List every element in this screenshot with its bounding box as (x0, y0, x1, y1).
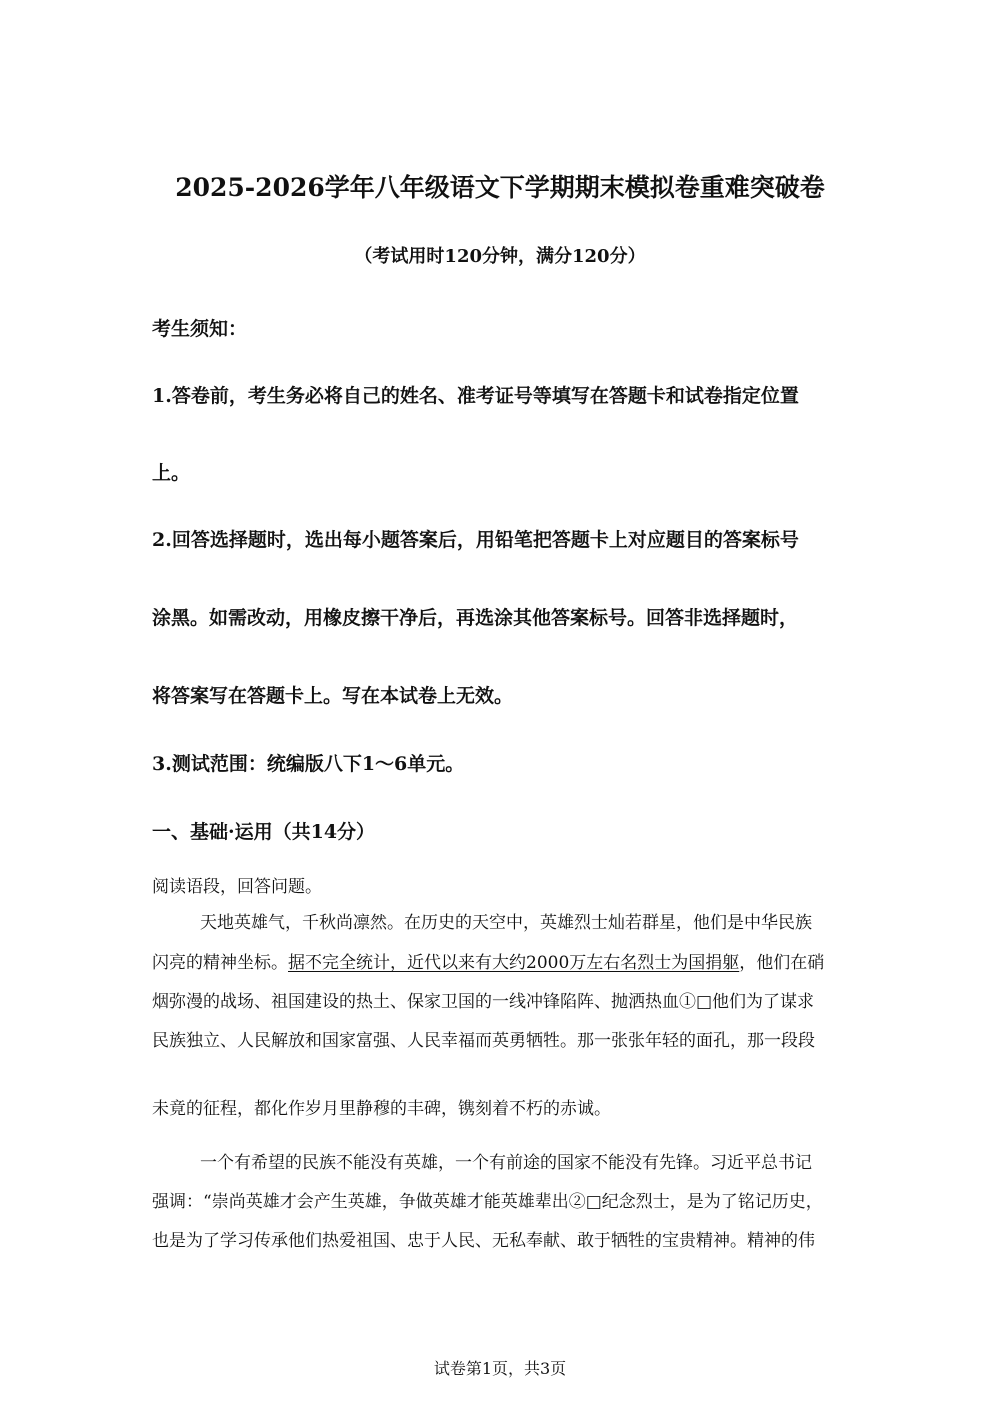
page-footer: 试卷第1页，共3页 (433, 1359, 567, 1378)
paragraph-1-line-2 (152, 948, 857, 973)
paragraph-1-line-4: 民族独立、人民解放和国家富强、人民幸福而英勇牺牲。那一张张年轻的面孔，那一段段 (152, 1031, 815, 1051)
paragraph-2-line-3: 也是为了学习传承他们热爱祖国、忠于人民、无私奉献、敢于牺牲的宝贵精神。精神的伟 (152, 1231, 815, 1251)
page-title: 2025-2026学年八年级语文下学期期末模拟卷重难突破卷 (175, 173, 825, 202)
notice-item-2-line-3: 将答案写在答题卡上。写在本试卷上无效。 (152, 685, 514, 707)
paragraph-1-line-2-start: 闪亮的精神坐标。 (152, 953, 288, 973)
section-instruction: 阅读语段，回答问题。 (152, 877, 322, 897)
notice-item-1-line-1: 1.答卷前，考生务必将自己的姓名、准考证号等填写在答题卡和试卷指定位置 (152, 385, 799, 407)
notice-item-2-line-1: 2.回答选择题时，选出每小题答案后，用铅笔把答题卡上对应题目的答案标号 (152, 529, 799, 551)
notice-heading: 考生须知： (152, 318, 248, 340)
paragraph-1-line-1: 天地英雄气，千秋尚凛然。在历史的天空中，英雄烈士灿若群星，他们是中华民族 (200, 913, 812, 933)
paragraph-2-line-1: 一个有希望的民族不能没有英雄，一个有前途的国家不能没有先锋。习近平总书记 (200, 1153, 812, 1173)
notice-item-1-line-2: 上。 (152, 462, 191, 484)
notice-item-2-line-2: 涂黑。如需改动，用橡皮擦干净后，再选涂其他答案标号。回答非选择题时， (152, 607, 799, 629)
paragraph-1-line-3: 烟弥漫的战场、祖国建设的热土、保家卫国的一线冲锋陷阵、抛洒热血①□他们为了谋求 (152, 992, 815, 1012)
notice-item-3: 3.测试范围：统编版八下1～6单元。 (152, 753, 465, 775)
paragraph-2-line-2: 强调：“崇尚英雄才会产生英雄，争做英雄才能英雄辈出②□纪念烈士，是为了铭记历史， (152, 1192, 823, 1212)
paragraph-1-line-5: 未竟的征程，都化作岁月里静穆的丰碑，镌刻着不朽的赤诚。 (152, 1099, 611, 1119)
page-subtitle: （考试用时120分钟，满分120分） (354, 246, 646, 267)
paragraph-1-line-2-end: ，他们在硝 (739, 953, 825, 973)
section-heading: 一、基础·运用（共14分） (152, 821, 376, 843)
underlined-sentence: 据不完全统计，近代以来有大约2000万左右名烈士为国捐躯 (288, 953, 740, 973)
